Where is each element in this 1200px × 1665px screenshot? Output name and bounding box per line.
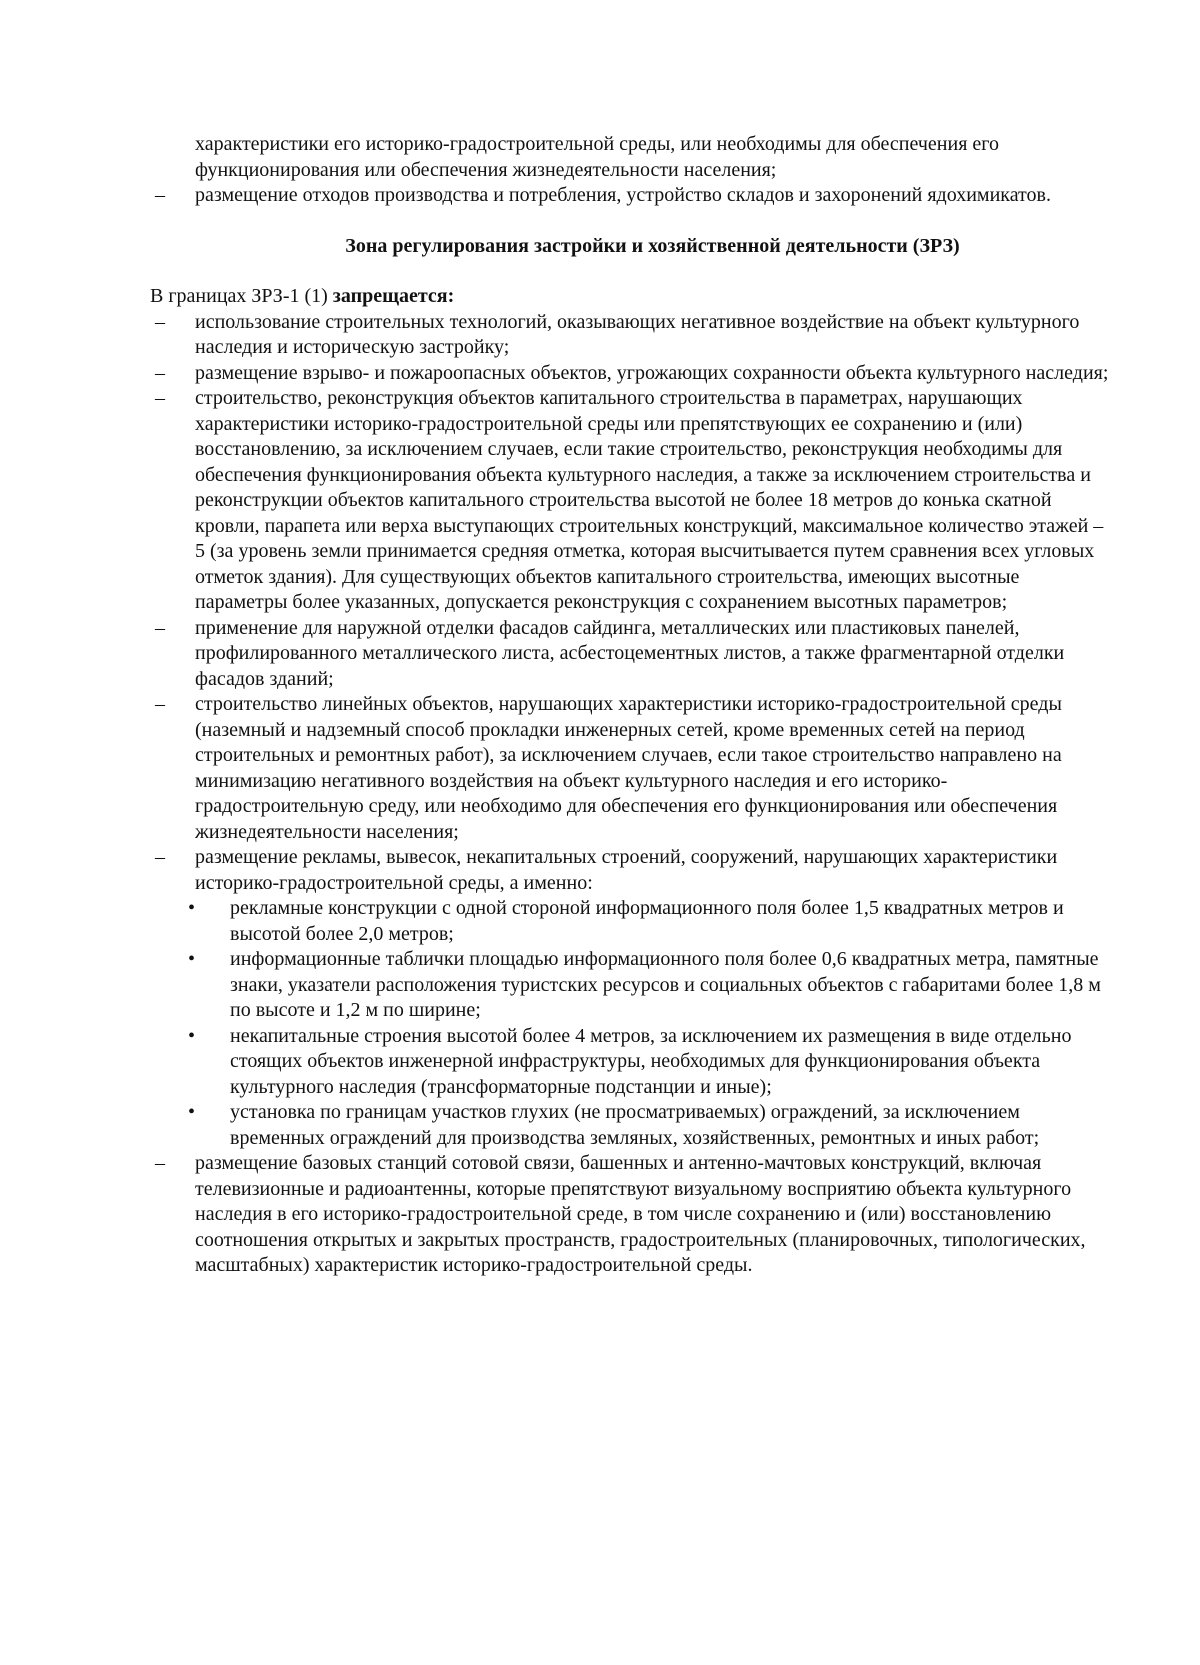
list-item (150, 692, 1110, 845)
bullet-marker: • (188, 1101, 196, 1123)
list-item (150, 310, 1110, 361)
sub-list-item-text: некапитальные строения высотой более 4 метров, за исключением их размещения в виде отдельно стоящих объектов инженерной инфраструктуры, необходимых для функционирования объекта культурного наследия (трансформаторные подстанции и иные); (230, 1024, 1072, 1098)
dash-marker: – (155, 1152, 165, 1174)
sub-list-item-text: установка по границам участков глухих (не просматриваемых) ограждений, за исключением временных ограждений для производства земляных, хозяйственных, ремонтных и иных работ; (230, 1101, 1040, 1149)
list-item (150, 361, 1110, 387)
dash-marker: – (155, 387, 165, 409)
dash-marker: – (155, 616, 165, 639)
dash-marker: – (155, 361, 165, 384)
list-item (150, 1151, 1110, 1279)
dash-marker: – (155, 184, 165, 206)
dash-marker: – (155, 693, 165, 715)
list-item-text: размещение отходов производства и потребления, устройство складов и захоронений ядохимикатов. (195, 184, 1051, 206)
sub-list (150, 896, 1110, 1151)
sub-list-item (150, 896, 1110, 947)
list-item-text: применение для наружной отделки фасадов сайдинга, металлических или пластиковых панелей, профилированного металлического листа, асбестоцементных листов, а также фрагментарной отделки фасадов зданий; (195, 616, 1065, 690)
list-item-text: строительство линейных объектов, нарушающих характеристики историко-градостроительной среды (наземный и надземный способ прокладки инженерных сетей, кроме временных сетей на период строительных и ремонтных работ), за исключением случаев, если такое строительство направлено на минимизацию негативного воздействия на объект культурного наследия и его историко-градостроительную среду, или необходимо для обеспечения его функционирования или обеспечения жизнедеятельности населения; (195, 693, 1062, 843)
dash-marker: – (155, 846, 165, 868)
intro-prefix: В границах ЗРЗ-1 (1) (150, 285, 333, 307)
list-item (150, 386, 1110, 616)
list-item (150, 616, 1110, 693)
list-item-text: строительство, реконструкция объектов капитального строительства в параметрах, нарушающих характеристики историко-градостроительной среды или препятствующих ее сохранению и (или) восстановлению, за исключением случаев, если такие строительство, реконструкция необходимы для обеспечения функционирования объекта культурного наследия, а также за исключением строительства и реконструкции объектов капитального строительства высотой не более 18 метров до конька скатной кровли, парапета или верха выступающих строительных конструкций, максимальное количество этажей – 5 (за уровень земли принимается средняя отметка, которая высчитывается путем сравнения всех угловых отметок здания). Для существующих объектов капитального строительства, имеющих высотные параметры более указанных, допускается реконструкция с сохранением высотных параметров; (195, 387, 1104, 613)
list-item-text: размещение взрыво- и пожароопасных объектов, угрожающих сохранности объекта культурного наследия; (195, 361, 1109, 384)
bullet-marker: • (188, 948, 196, 970)
bullet-marker: • (188, 897, 196, 919)
list-item-text: использование строительных технологий, оказывающих негативное воздействие на объект культурного наследия и историческую застройку; (195, 310, 1080, 358)
section-intro (150, 284, 1110, 310)
section-heading: Зона регулирования застройки и хозяйственной деятельности (ЗРЗ) (345, 234, 960, 257)
list-item (150, 845, 1110, 896)
sub-list-item-text: рекламные конструкции с одной стороной информационного поля более 1,5 квадратных метров и высотой более 2,0 метров; (230, 897, 1064, 945)
list-item-text: размещение базовых станций сотовой связи, башенных и антенно-мачтовых конструкций, включая телевизионные и радиоантенны, которые препятствуют визуальному восприятию объекта культурного наследия в его историко-градостроительной среде, в том числе сохранению и (или) восстановлению соотношения открытых и закрытых пространств, градостроительных (планировочных, типологических, масштабных) характеристик историко-градостроительной среды. (195, 1152, 1086, 1276)
dash-marker: – (155, 310, 165, 333)
bullet-marker: • (188, 1024, 196, 1047)
sub-list-item (150, 947, 1110, 1024)
sub-list-item-text: информационные таблички площадью информационного поля более 0,6 квадратных метра, памятные знаки, указатели расположения туристских ресурсов и социальных объектов с габаритами более 1,8 м по высоте и 1,2 м по ширине; (230, 948, 1101, 1021)
list-item (150, 183, 1110, 209)
list-item-text: размещение рекламы, вывесок, некапитальных строений, сооружений, нарушающих характеристики историко-градостроительной среды, а именно: (195, 846, 1058, 894)
prev-continuation: характеристики его историко-градостроительной среды, или необходимы для обеспечения его функционирования или обеспечения жизнедеятельности населения; (195, 133, 999, 181)
document-page (150, 132, 1110, 1279)
sub-list-item (150, 1024, 1110, 1101)
sub-list-item (150, 1100, 1110, 1151)
intro-bold: запрещается: (332, 285, 455, 307)
